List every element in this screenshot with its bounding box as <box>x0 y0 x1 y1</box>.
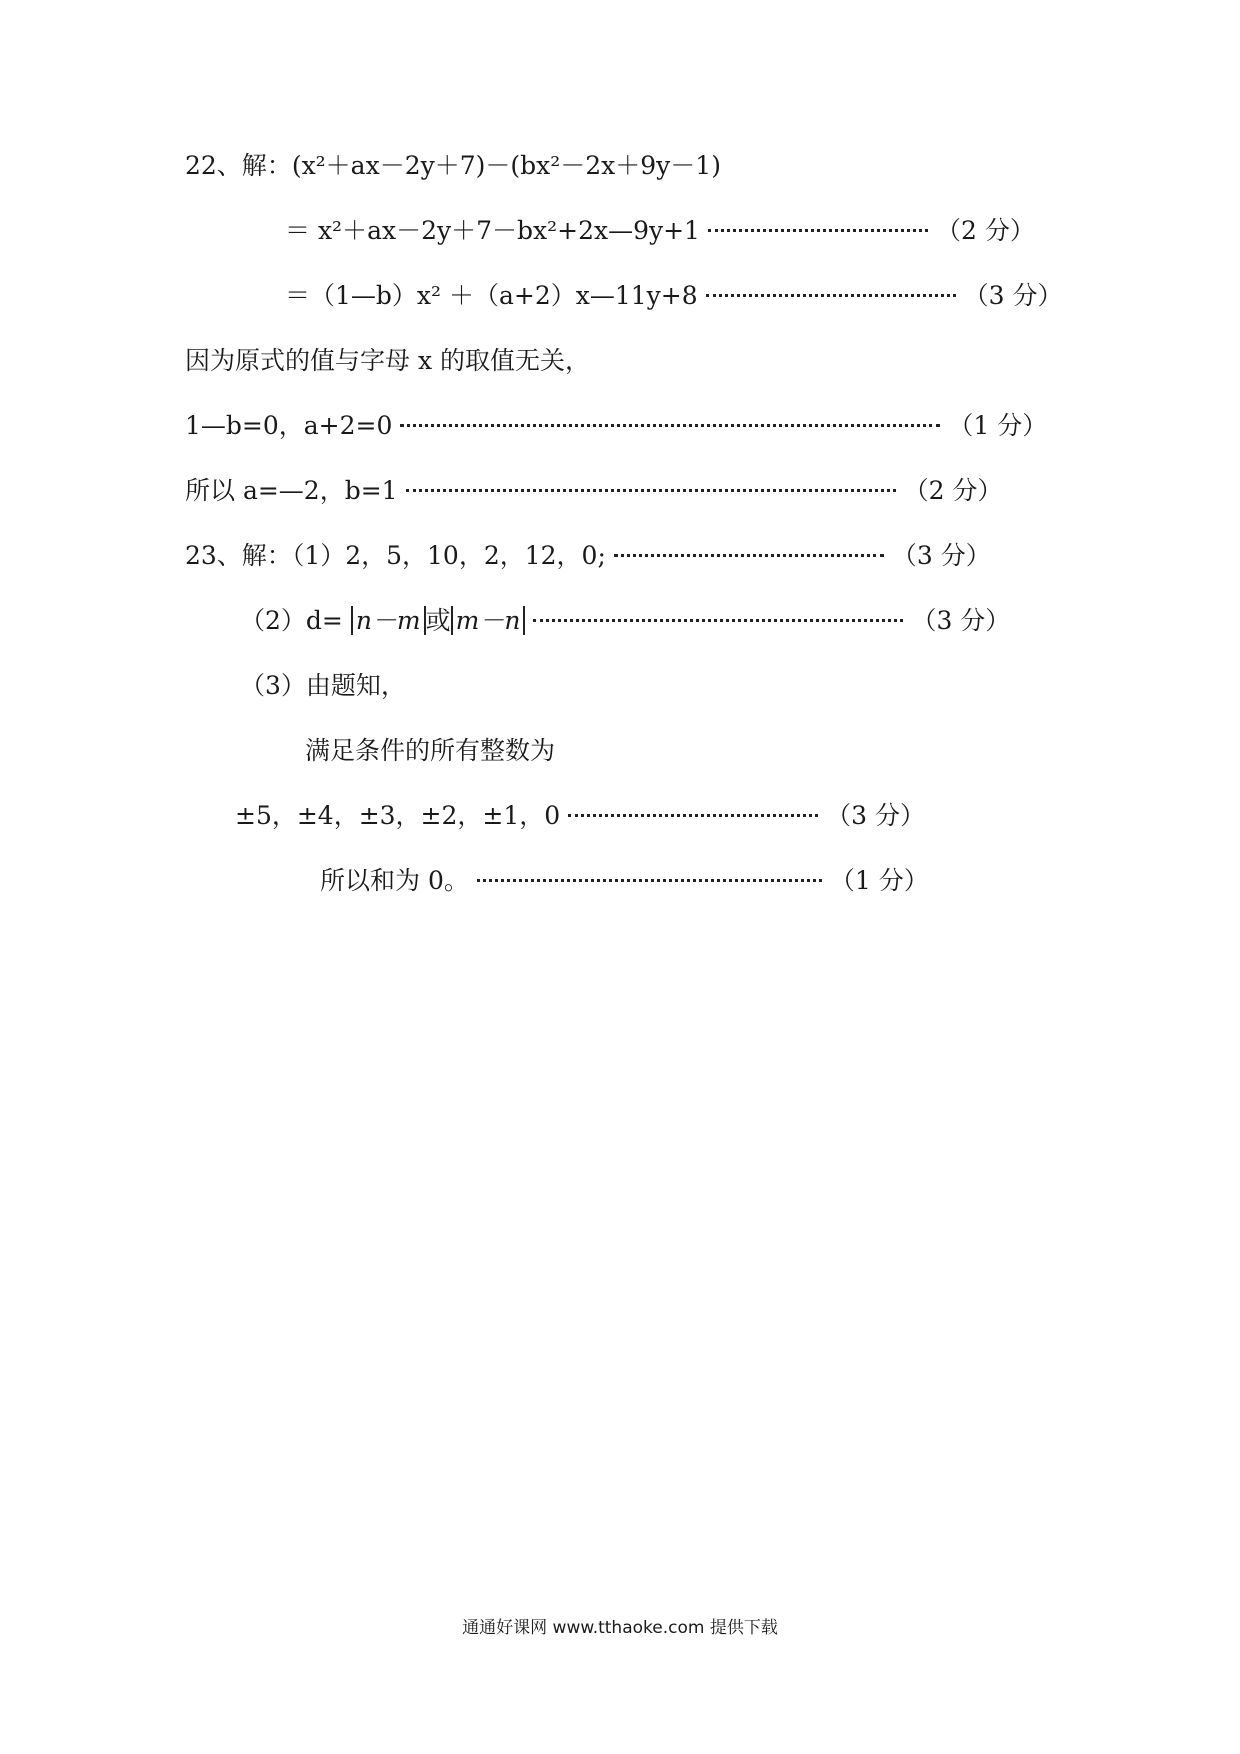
leader-dots <box>568 814 818 817</box>
q23-or: 或 <box>425 606 451 635</box>
q23-sum-text: 所以和为 0。 <box>320 866 469 895</box>
q22-expression: (x²＋ax－2y＋7)－(bx²－2x＋9y－1) <box>291 151 721 180</box>
leader-dots <box>708 229 928 232</box>
q22-result <box>185 475 1002 507</box>
q23-part3: （3）由题知， <box>240 671 406 700</box>
q23-part1 <box>185 540 991 572</box>
q23-part1-score: （3 分） <box>891 541 991 570</box>
leader-dots <box>706 294 956 297</box>
q22-result-text: 所以 a=—2，b=1 <box>185 476 398 505</box>
q22-step2 <box>285 280 1062 312</box>
q22-label: 22、解： <box>185 151 292 180</box>
q22-step2-score: （3 分） <box>963 281 1063 310</box>
q22-condition-score: （1 分） <box>948 411 1048 440</box>
q23-values-score: （3 分） <box>826 801 926 830</box>
q23-part2-prefix: （2）d= <box>240 606 343 635</box>
leader-dots <box>614 554 884 557</box>
q23-sum-score: （1 分） <box>829 866 929 895</box>
q23-part1-text: （1）2，5，10，2，12，0; <box>291 541 606 570</box>
leader-dots <box>533 619 903 622</box>
q23-part2-score: （3 分） <box>911 606 1011 635</box>
q22-step2-text: ＝（1—b）x² ＋（a+2）x—11y+8 <box>285 281 698 310</box>
q22-step1-score: （2 分） <box>935 216 1035 245</box>
q22-reason: 因为原式的值与字母 x 的取值无关， <box>185 346 590 375</box>
q23-values-text: ±5，±4，±3，±2，±1，0 <box>235 801 561 830</box>
q22-condition <box>185 410 1047 442</box>
q23-part3-sum <box>320 865 929 897</box>
q22-result-score: （2 分） <box>903 476 1003 505</box>
leader-dots <box>406 489 896 492</box>
q22-header <box>185 150 721 182</box>
q23-part2 <box>240 605 1010 637</box>
q23-label: 23、解： <box>185 541 292 570</box>
q23-part3-line1: 满足条件的所有整数为 <box>305 736 556 765</box>
leader-dots <box>400 424 940 427</box>
abs-n-minus-m: n－m <box>351 606 426 635</box>
q22-step1 <box>285 215 1035 247</box>
footer-credit: 通通好课网 www.tthaoke.com 提供下载 <box>462 1618 778 1638</box>
q23-part3-values <box>235 800 925 832</box>
leader-dots <box>477 879 822 882</box>
abs-m-minus-n: m－n <box>451 606 526 635</box>
q22-condition-text: 1—b=0，a+2=0 <box>185 411 393 440</box>
q22-step1-text: ＝ x²＋ax－2y＋7－bx²+2x—9y+1 <box>285 216 700 245</box>
